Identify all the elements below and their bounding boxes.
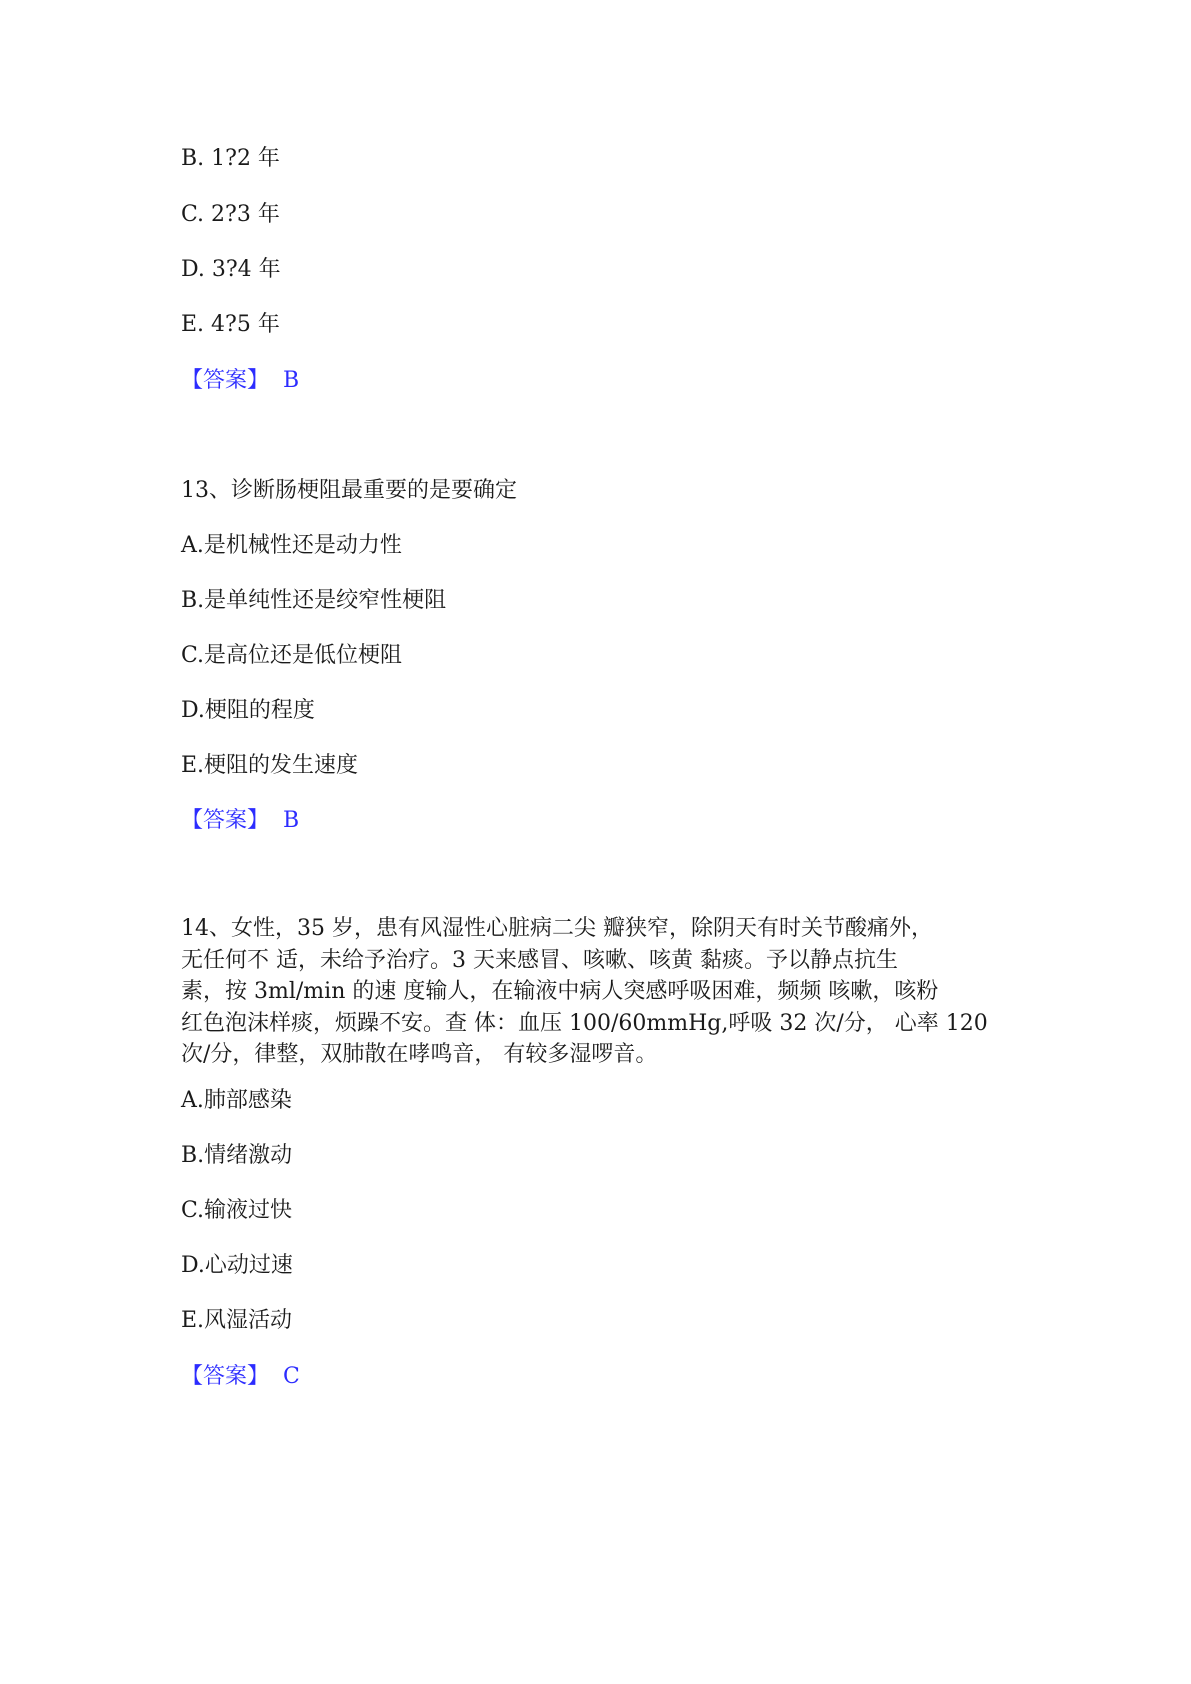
q13-option-d: D.梗阻的程度: [181, 698, 315, 723]
q12-option-b: B. 1?2 年: [181, 146, 280, 171]
q14-option-b: B.情绪激动: [181, 1143, 293, 1168]
q13-answer-label: 【答案】: [181, 808, 270, 833]
q12-answer-label: 【答案】: [181, 368, 270, 393]
q12-option-d: D. 3?4 年: [181, 257, 281, 282]
q13-option-c: C.是高位还是低位梗阻: [181, 643, 403, 668]
q13-answer-value: B: [283, 808, 300, 833]
q14-answer-label: 【答案】: [181, 1364, 270, 1389]
q14-option-c: C.输液过快: [181, 1198, 293, 1223]
q14-answer: [181, 1362, 300, 1392]
q14-question-line: 素，按 3ml/min 的速 度输人，在输液中病人突感呼吸困难，频频 咳嗽，咳粉: [181, 979, 939, 1004]
q14-option-a: A.肺部感染: [181, 1088, 292, 1113]
q12-answer: [181, 366, 299, 396]
q13-option-a: A.是机械性还是动力性: [181, 533, 402, 558]
q14-question-line: 14、女性，35 岁，患有风湿性心脏病二尖 瓣狭窄，除阴天有时关节酸痛外，: [181, 916, 933, 941]
q12-option-e: E. 4?5 年: [181, 312, 280, 337]
q14-option-d: D.心动过速: [181, 1253, 293, 1278]
q14-question-line: 次/分，律整，双肺散在哮鸣音， 有较多湿啰音。: [181, 1042, 658, 1067]
q13-question: 13、诊断肠梗阻最重要的是要确定: [181, 478, 517, 503]
q12-answer-value: B: [283, 368, 300, 393]
q13-answer: [181, 806, 299, 836]
q13-option-b: B.是单纯性还是绞窄性梗阻: [181, 588, 447, 613]
q14-answer-value: C: [283, 1364, 300, 1389]
q12-option-c: C. 2?3 年: [181, 202, 280, 227]
q14-option-e: E.风湿活动: [181, 1308, 293, 1333]
q14-question: [181, 913, 1021, 1071]
q13-option-e: E.梗阻的发生速度: [181, 753, 359, 778]
q14-question-line: 无任何不 适，未给予治疗。3 天来感冒、咳嗽、咳黄 黏痰。予以静点抗生: [181, 947, 898, 973]
q14-question-line: 红色泡沫样痰，烦躁不安。查 体：血压 100/60mmHg,呼吸 32 次/分， 心率 120: [181, 1010, 988, 1036]
